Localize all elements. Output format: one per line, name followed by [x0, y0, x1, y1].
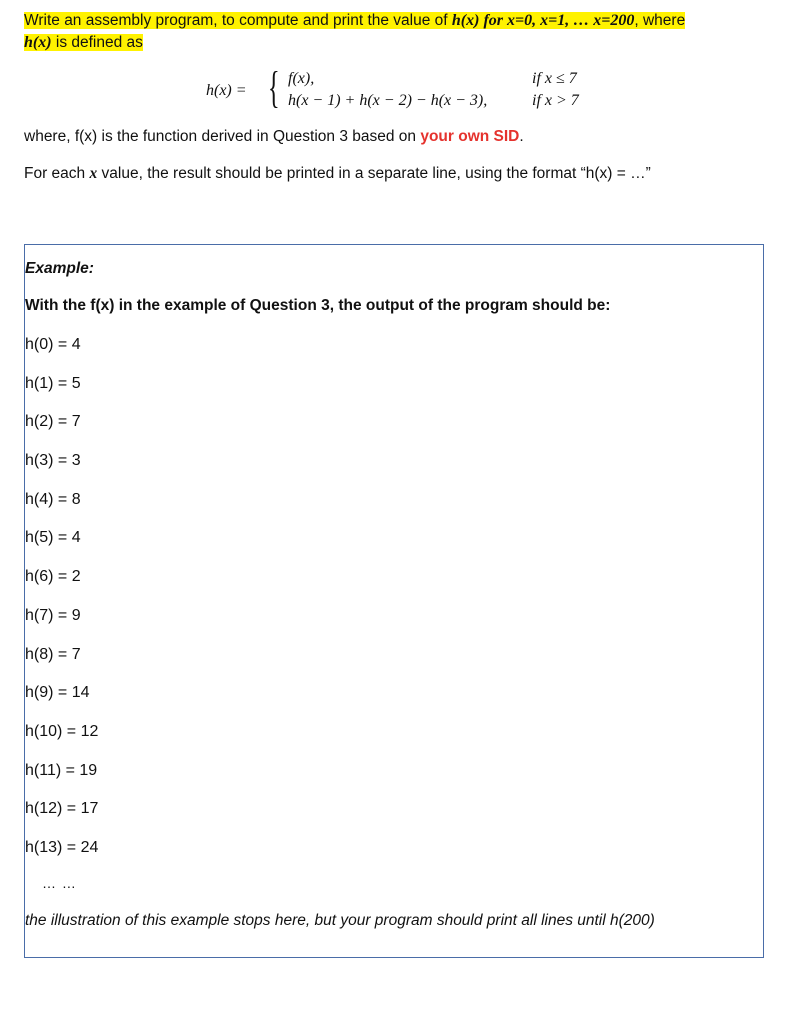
- output-line: h(2) = 7: [25, 413, 81, 431]
- sid-highlight: your own SID: [420, 128, 520, 145]
- formula-case2-expr: h(x − 1) + h(x − 2) − h(x − 3),: [288, 92, 488, 109]
- example-ellipsis: … …: [42, 875, 77, 891]
- output-line: h(0) = 4: [25, 336, 81, 353]
- format-paragraph: [24, 164, 784, 184]
- example-box: [24, 244, 764, 958]
- where-text-after: .: [519, 128, 524, 145]
- piecewise-formula: [206, 63, 606, 116]
- where-text-before: where, f(x) is the function derived in Question 3 based on: [24, 128, 421, 145]
- output-line: h(6) = 2: [25, 568, 81, 586]
- formula-case1-expr: f(x),: [288, 70, 315, 87]
- output-line: h(11) = 19: [25, 761, 98, 779]
- output-line: h(1) = 5: [25, 374, 81, 392]
- formula-brace: {: [268, 63, 280, 112]
- formula-case1-cond: if x ≤ 7: [532, 70, 577, 87]
- example-note: the illustration of this example stops here, but your program should print all lines until h(200): [25, 912, 655, 929]
- format-text-after: value, the result should be printed in a separate line, using the format “h(x) = …”: [97, 165, 651, 182]
- example-output-list: [25, 335, 98, 877]
- intro-math-2: h(x): [24, 34, 52, 51]
- output-line: h(4) = 8: [25, 490, 81, 508]
- formula-lhs: h(x) =: [206, 82, 247, 99]
- format-var: x: [89, 165, 98, 182]
- output-line: h(12) = 17: [25, 800, 99, 818]
- intro-text-3: is defined as: [51, 34, 143, 51]
- output-line: h(8) = 7: [25, 645, 81, 663]
- highlighted-statement-line2: [24, 34, 143, 51]
- intro-text-2: , where: [634, 12, 686, 29]
- output-line: h(5) = 4: [25, 529, 81, 547]
- highlighted-statement-line1: [24, 12, 685, 29]
- intro-text-1: Write an assembly program, to compute and print the value of: [24, 12, 452, 29]
- where-paragraph: [24, 127, 784, 147]
- output-line: h(10) = 12: [25, 722, 99, 740]
- example-title: Example:: [25, 260, 94, 277]
- example-subtitle: With the f(x) in the example of Question 3, the output of the program should be:: [25, 297, 611, 314]
- problem-statement: [24, 10, 784, 54]
- output-line: h(7) = 9: [25, 606, 81, 624]
- output-line: h(13) = 24: [25, 838, 99, 856]
- format-text-before: For each: [24, 165, 90, 182]
- output-line: h(3) = 3: [25, 452, 81, 470]
- output-line: h(9) = 14: [25, 684, 90, 702]
- formula-case2-cond: if x > 7: [532, 92, 579, 109]
- intro-math-1: h(x) for x=0, x=1, … x=200: [451, 12, 635, 29]
